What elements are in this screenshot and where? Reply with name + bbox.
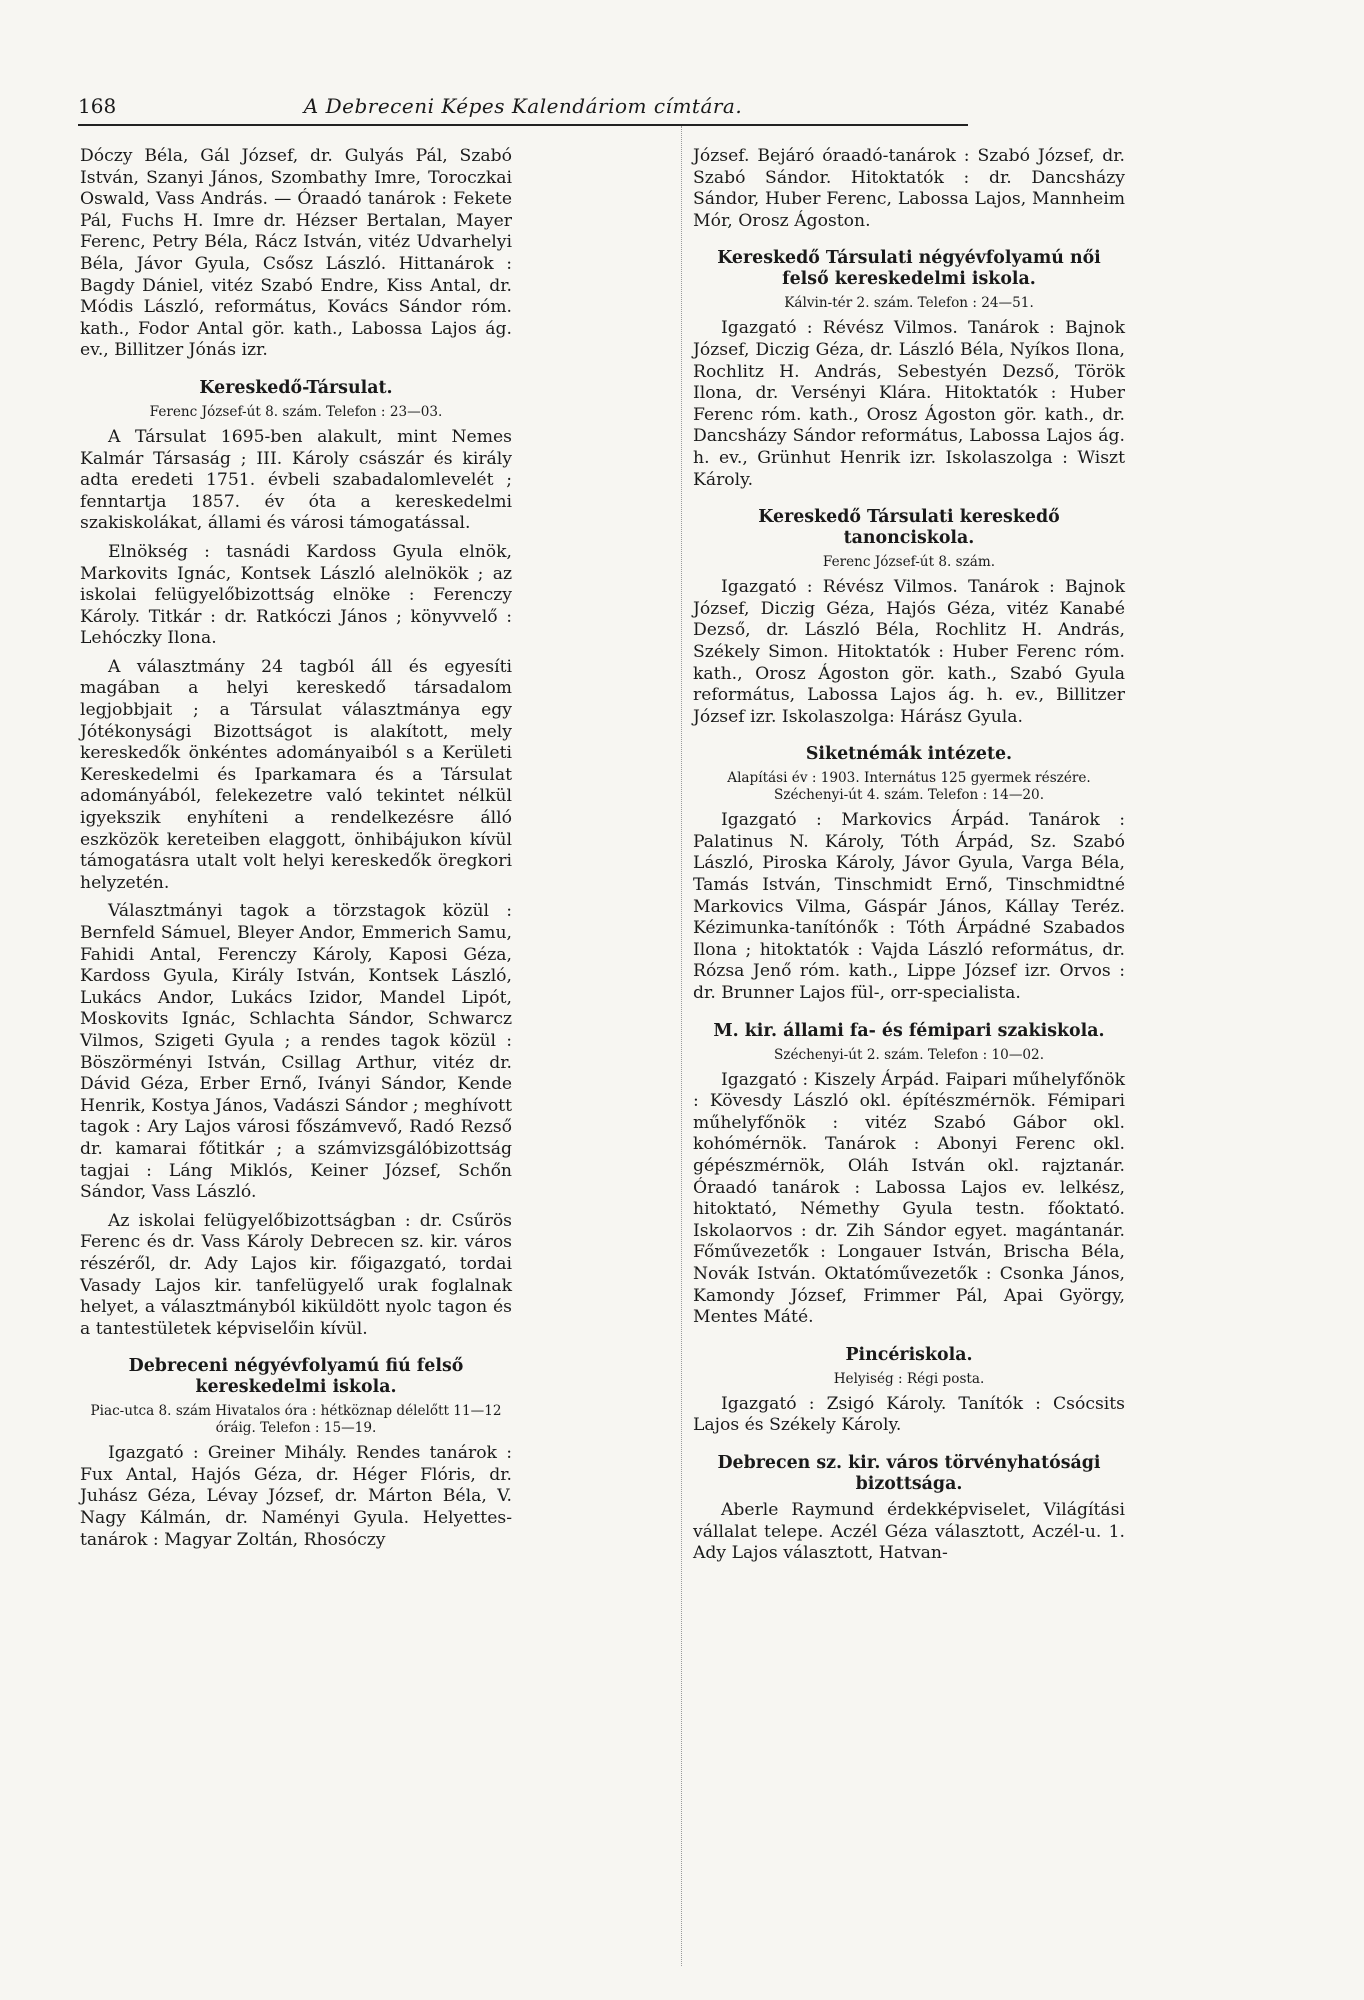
section-title: Debreceni négyévfolyamú fiú felső kereskedelmi iskola. <box>128 1356 464 1398</box>
section-address: Széchenyi-út 2. szám. Telefon : 10—02. <box>773 1046 1045 1063</box>
section-title: Kereskedő-Társulat. <box>199 377 393 398</box>
paragraph: Aberle Raymund érdekképviselet, Világítási vállalat telepe. Aczél Géza választott, Aczél-u. 1. Ady Lajos választott, Hatvan- <box>693 1499 1125 1564</box>
paragraph: Igazgató : Révész Vilmos. Tanárok : Bajnok József, Diczig Géza, dr. László Béla, Nyíkos Ilona, Rochlitz H. András, Sebestyén Dezső, Török Ilona, dr. Versényi Klára. Hitoktatók : Huber Ferenc róm. kath., Orosz Ágoston gör. kath., dr. Dancsházy Sándor református, Labossa Lajos ág. h. ev., Grünhut Henrik izr. Iskolaszolga : Wiszt Károly. <box>693 318 1125 490</box>
paragraph: Elnökség : tasnádi Kardoss Gyula elnök, Markovits Ignác, Kontsek László alelnökök ; az iskolai felügyelőbizottság elnöke : Ferenczy Károly. Titkár : dr. Ratkóczi János ; könyvvelő : Lehóczky Ilona. <box>80 541 512 649</box>
section-address: Helyiség : Régi posta. <box>833 1370 985 1387</box>
paragraph: Dóczy Béla, Gál József, dr. Gulyás Pál, Szabó István, Szanyi János, Szombathy Imre, Toroczkai Oswald, Vass András. — Óraadó tanárok : Fekete Pál, Fuchs H. Imre dr. Hézser Bertalan, Mayer Ferenc, Petry Béla, Rácz István, vitéz Udvarhelyi Béla, Jávor Gyula, Csősz László. Hittanárok : Bagdy Dániel, vitéz Szabó Endre, Kiss Antal, dr. Módis László, református, Kovács Sándor róm. kath., Fodor Antal gör. kath., Labossa Lajos ág. ev., Billitzer Jónás izr. <box>80 146 512 361</box>
paragraph: Az iskolai felügyelőbizottságban : dr. Csűrös Ferenc és dr. Vass Károly Debrecen sz. kir. város részéről, dr. Ady Lajos kir. főigazgató, tordai Vasady Lajos kir. tanfelügyelő urak foglalnak helyet, a választmányból kiküldött nyolc tagon és a tantestületek képviselőin kívül. <box>80 1210 512 1339</box>
right-column <box>693 146 1125 1572</box>
section-title: Siketnémák intézete. <box>805 744 1013 765</box>
paragraph: Igazgató : Révész Vilmos. Tanárok : Bajnok József, Diczig Géza, Hajós Géza, vitéz Kanabé Dezső, dr. László Béla, Rochlitz H. András, Székely Simon. Hitoktatók : Huber Ferenc róm. kath., Orosz Ágoston gör. kath., Szabó Gyula református, Labossa Lajos ág. h. ev., Billitzer József izr. Iskolaszolga: Hárász Gyula. <box>693 577 1125 727</box>
section-title: Kereskedő Társulati kereskedő tanonciskola. <box>758 507 1060 549</box>
left-column <box>80 146 512 1558</box>
section-title: Debrecen sz. kir. város törvényhatósági bizottsága. <box>717 1452 1101 1494</box>
running-title: A Debreceni Képes Kalendáriom címtára. <box>303 94 743 118</box>
paragraph: Igazgató : Kiszely Árpád. Faipari műhelyfőnök : Kövesdy László okl. építészmérnök. Fémipari műhelyfőnök : vitéz Szabó Gábor okl. kohómérnök. Tanárok : Abonyi Ferenc okl. gépészmérnök, Oláh István okl. rajztanár. Óraadó tanárok : Labossa Lajos ev. lelkész, hitoktató, Némethy Gyula testn. főoktató. Iskolaorvos : dr. Zih Sándor egyet. magántanár. Főművezetők : Longauer István, Brischa Béla, Novák István. Oktatóművezetők : Csonka János, Kamondy József, Frimmer Pál, Apai György, Mentes Máté. <box>693 1069 1125 1328</box>
column-divider <box>681 126 682 1966</box>
section-title: M. kir. állami fa- és fémipari szakiskola. <box>713 1020 1105 1041</box>
section-address: Alapítási év : 1903. Internátus 125 gyermek részére. Széchenyi-út 4. szám. Telefon : 14—20. <box>727 770 1091 804</box>
section-address: Piac-utca 8. szám Hivatalos óra : hétköznap délelőtt 11—12 óráig. Telefon : 15—19. <box>90 1403 502 1437</box>
page-number: 168 <box>78 94 117 118</box>
paragraph: A Társulat 1695-ben alakult, mint Nemes Kalmár Társaság ; III. Károly császár és király adta eredeti 1751. évbeli szabadalomlevelét ; fenntartja 1857. év óta a kereskedelmi szakiskolákat, állami és városi támogatással. <box>80 426 512 534</box>
section-address: Kálvin-tér 2. szám. Telefon : 24—51. <box>784 295 1034 312</box>
page-header <box>78 94 968 126</box>
paragraph: Választmányi tagok a törzstagok közül : Bernfeld Sámuel, Bleyer Andor, Emmerich Samu, Fahidi Antal, Ferenczy Károly, Kaposi Géza, Kardoss Gyula, Király István, Kontsek László, Lukács Andor, Lukács Izidor, Mandel Lipót, Moskovits Ignác, Schlachta Sándor, Schwarcz Vilmos, Szigeti Gyula ; a rendes tagok közül : Böszörményi István, Csillag Arthur, vitéz dr. Dávid Géza, Erber Ernő, Iványi Sándor, Kende Henrik, Kostya János, Vadászi Sándor ; meghívott tagok : Ary Lajos városi főszámvevő, Radó Rezső dr. kamarai főtitkár ; a számvizsgálóbizottság tagjai : Láng Miklós, Keiner József, Schőn Sándor, Vass László. <box>80 901 512 1203</box>
section-address: Ferenc József-út 8. szám. <box>822 554 996 571</box>
paragraph: A választmány 24 tagból áll és egyesíti magában a helyi kereskedő társadalom legjobbjait ; a Társulat választmánya egy Jótékonysági Bizottságot is alakított, mely kereskedők önkéntes adományaiból s a Kerületi Kereskedelmi és Iparkamara és a Társulat adományából, felekezetre való tekintet nélkül igyekszik enyhíteni a rendelkezésre álló eszközök kereteiben elaggott, önhibájukon kívül támogatásra utalt volt helyi kereskedők öregkori helyzetén. <box>80 656 512 893</box>
paragraph: Igazgató : Markovics Árpád. Tanárok : Palatinus N. Károly, Tóth Árpád, Sz. Szabó László, Piroska Károly, Jávor Gyula, Varga Béla, Tamás István, Tinschmidt Ernő, Tinschmidtné Markovics Vilma, Gáspár János, Kállay Teréz. Kézimunka-tanítónők : Tóth Árpádné Szabados Ilona ; hitoktatók : Vajda László református, dr. Rózsa Jenő róm. kath., Lippe József izr. Orvos : dr. Brunner Lajos fül-, orr-specialista. <box>693 810 1125 1004</box>
paragraph: Igazgató : Zsigó Károly. Tanítók : Csócsits Lajos és Székely Károly. <box>693 1393 1125 1436</box>
paragraph: József. Bejáró óraadó-tanárok : Szabó József, dr. Szabó Sándor. Hitoktatók : dr. Dancsházy Sándor, Huber Ferenc, Labossa Lajos, Mannheim Mór, Orosz Ágoston. <box>693 146 1125 231</box>
section-title: Pincériskola. <box>845 1344 973 1365</box>
section-address: Ferenc József-út 8. szám. Telefon : 23—03. <box>149 403 443 420</box>
paragraph: Igazgató : Greiner Mihály. Rendes tanárok : Fux Antal, Hajós Géza, dr. Héger Flóris, dr. Juhász Géza, Lévay József, dr. Márton Béla, V. Nagy Kálmán, dr. Naményi Gyula. Helyettes-tanárok : Magyar Zoltán, Rhosóczy <box>80 1443 512 1550</box>
section-title: Kereskedő Társulati négyévfolyamú női felső kereskedelmi iskola. <box>717 248 1101 290</box>
